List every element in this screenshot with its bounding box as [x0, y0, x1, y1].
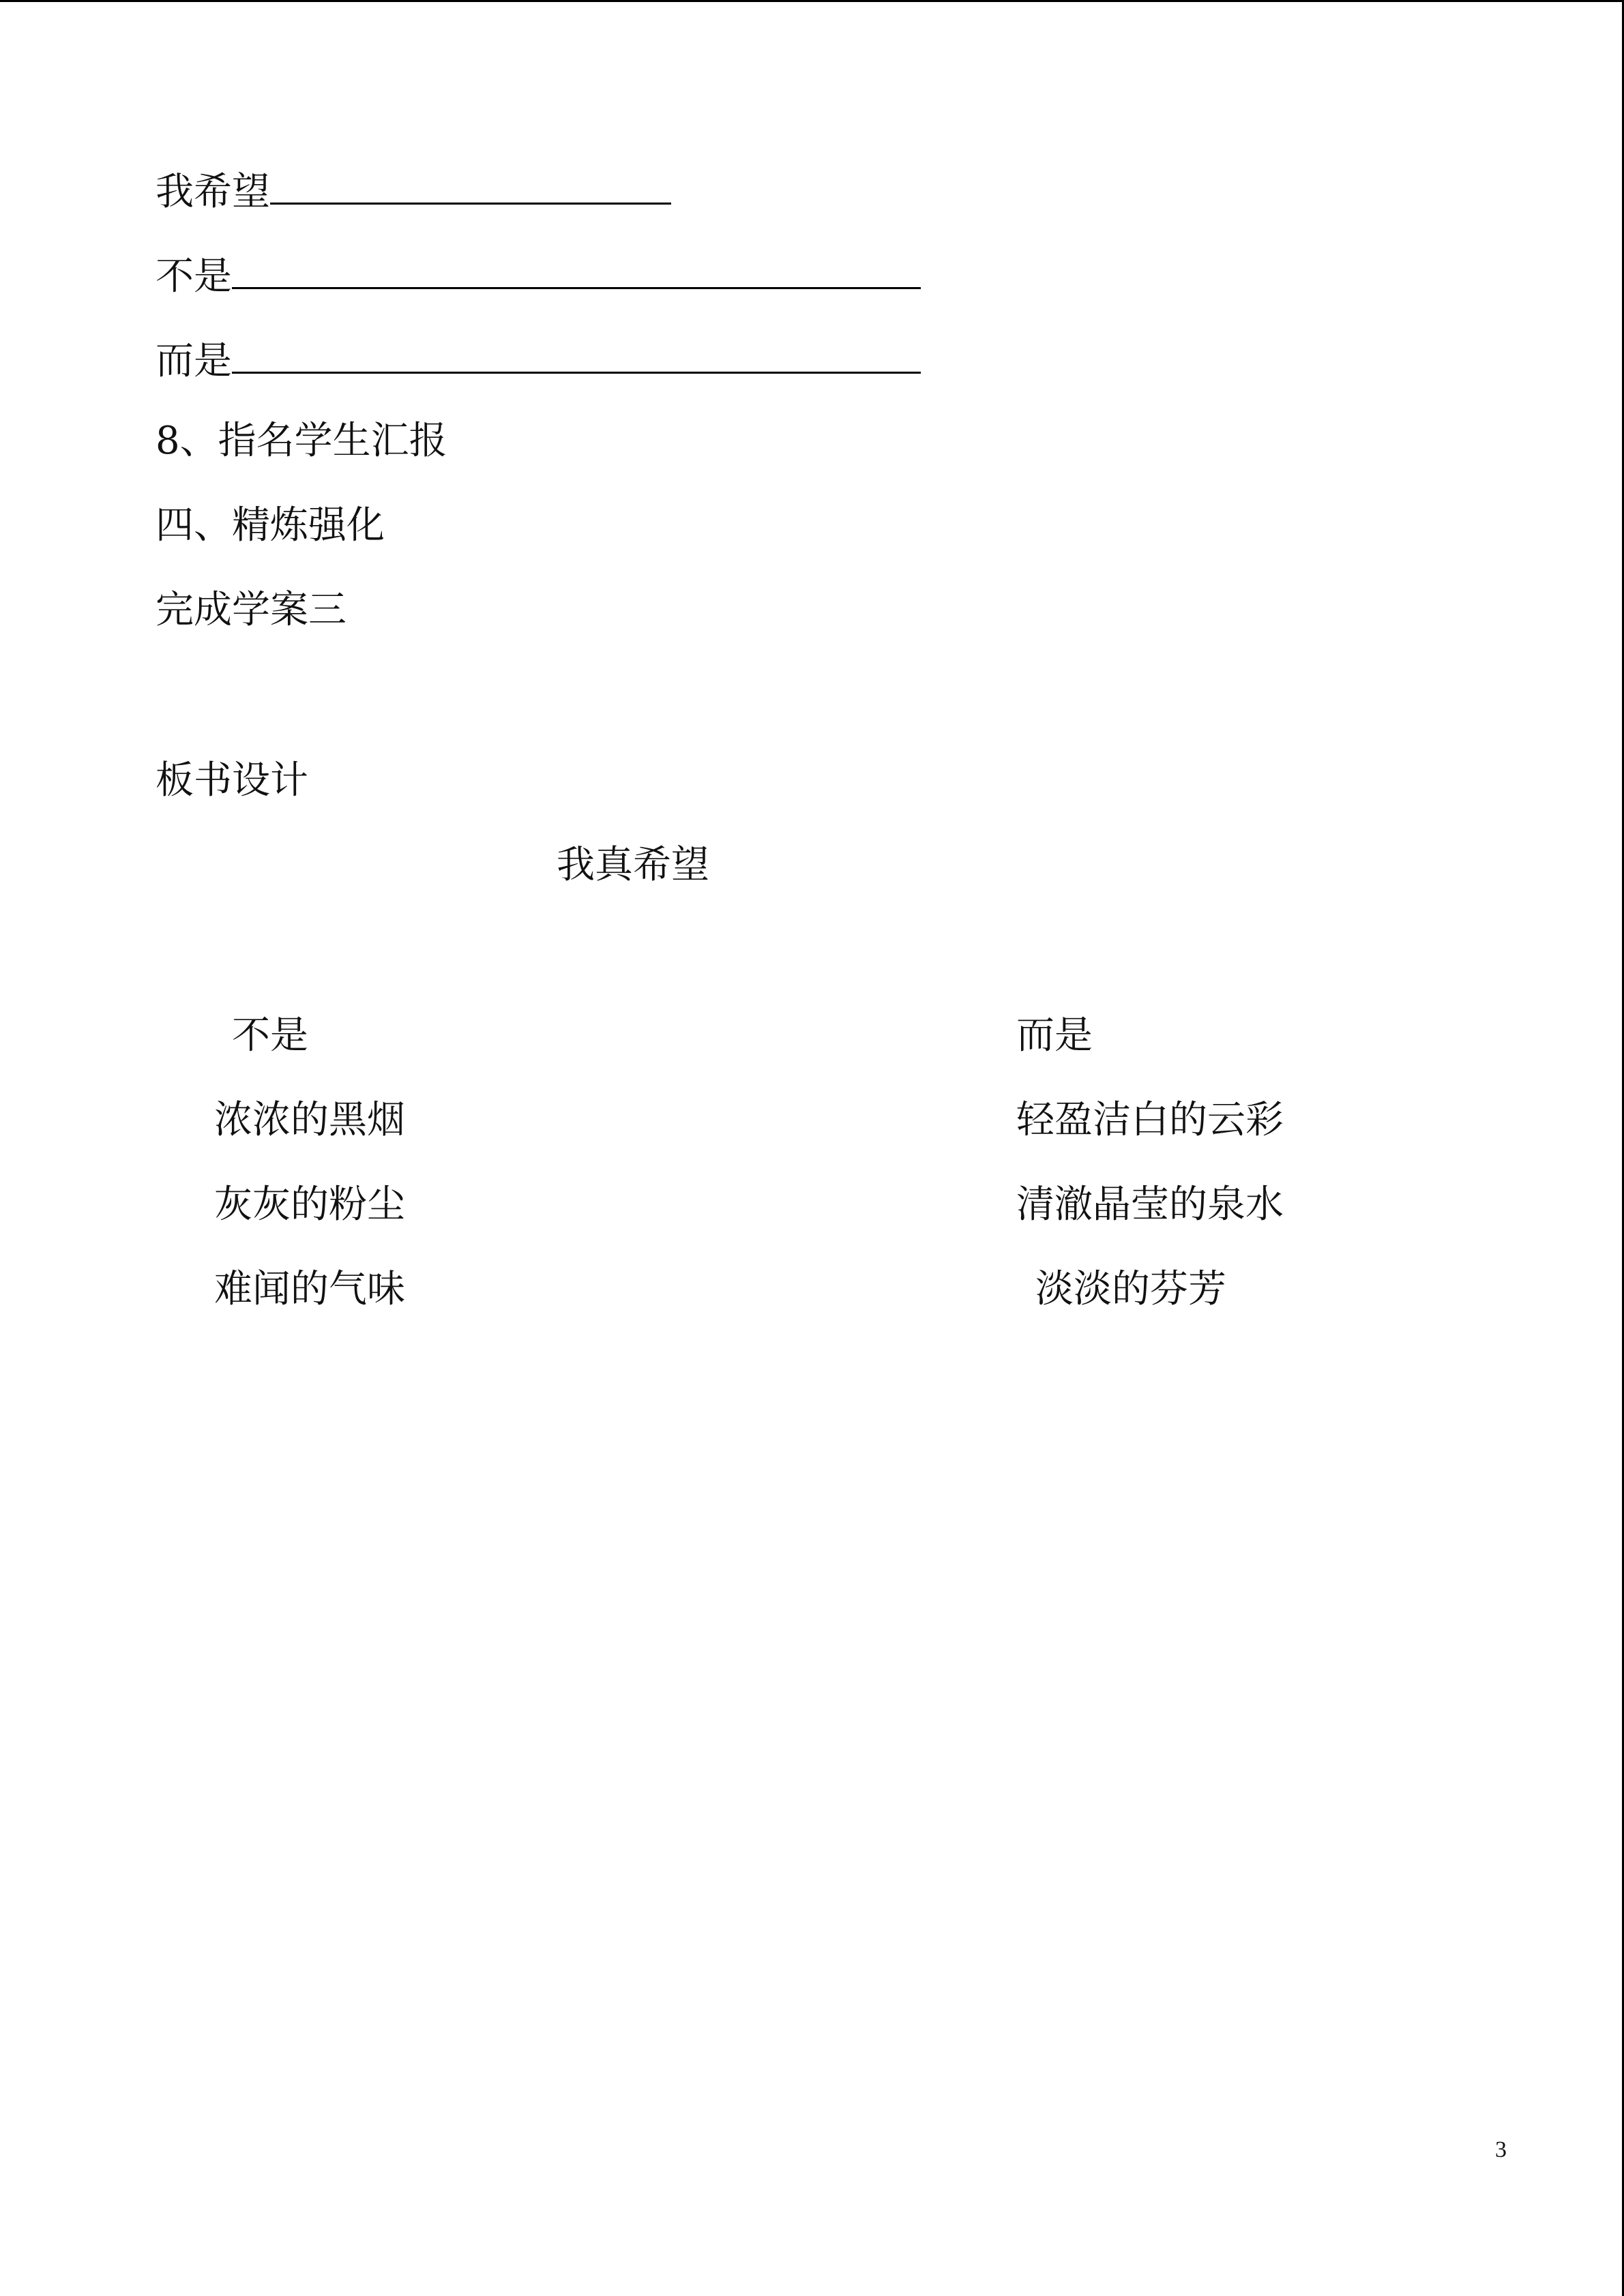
- board-left-item: 难闻的气味: [214, 1267, 405, 1311]
- wish-fill-line: [156, 164, 671, 214]
- page-number: 3: [1495, 2137, 1507, 2162]
- task-text: 完成学案三: [156, 588, 346, 632]
- board-right-item: 清澈晶莹的泉水: [1016, 1182, 1284, 1227]
- not-blank[interactable]: [232, 249, 921, 289]
- but-blank[interactable]: [232, 333, 921, 374]
- step-8-text: 8、指名学生汇报: [156, 419, 447, 463]
- board-title: 我真希望: [557, 843, 709, 887]
- not-fill-line: [156, 249, 921, 299]
- board-right-header: 而是: [1016, 1013, 1093, 1058]
- board-design-heading: 板书设计: [156, 758, 308, 803]
- board-left-header: 不是: [232, 1013, 308, 1058]
- board-right-item: 轻盈洁白的云彩: [1016, 1098, 1284, 1142]
- board-left-item: 灰灰的粉尘: [214, 1182, 405, 1227]
- but-fill-line: [156, 333, 921, 383]
- wish-label: 我希望: [156, 170, 270, 214]
- not-label: 不是: [156, 254, 232, 299]
- but-label: 而是: [156, 339, 232, 383]
- section-4-heading: 四、精炼强化: [156, 503, 385, 548]
- wish-blank[interactable]: [270, 164, 671, 205]
- board-right-item: 淡淡的芬芳: [1035, 1267, 1226, 1311]
- board-left-item: 浓浓的黑烟: [214, 1098, 405, 1142]
